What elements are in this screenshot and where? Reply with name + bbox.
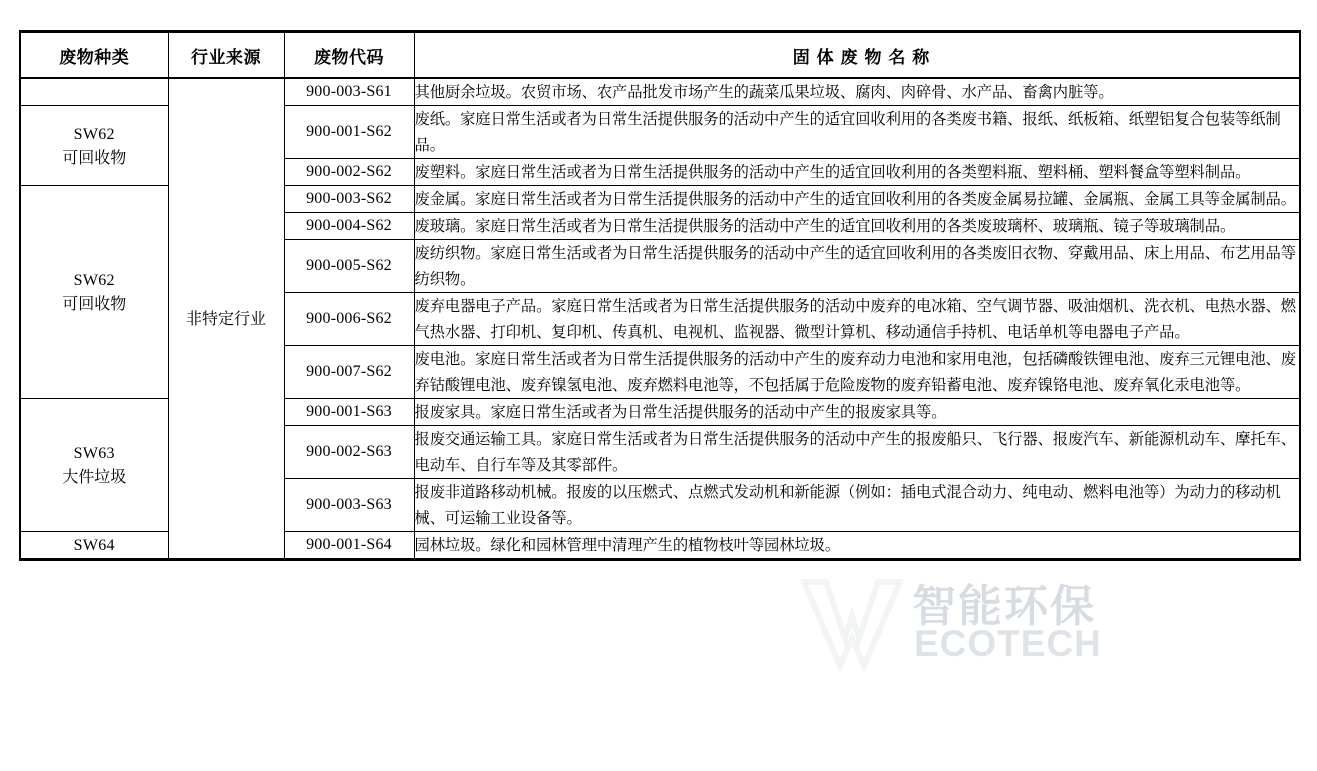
waste-code-cell: 900-001-S62 [284,106,414,159]
category-code: SW63 [73,445,115,462]
waste-code-cell: 900-004-S62 [284,213,414,240]
waste-name-cell: 废纺织物。家庭日常生活或者为日常生活提供服务的活动中产生的适宜回收利用的各类废旧衣物、穿戴用品、床上用品、布艺用品等纺织物。 [414,240,1300,293]
category-code: SW62 [73,272,115,289]
waste-name-cell: 废金属。家庭日常生活或者为日常生活提供服务的活动中产生的适宜回收利用的各类废金属易拉罐、金属瓶、金属工具等金属制品。 [414,186,1300,213]
category-cell-blank [20,78,168,106]
w-logo-icon [800,576,905,671]
waste-name-cell: 废纸。家庭日常生活或者为日常生活提供服务的活动中产生的适宜回收利用的各类废书籍、报纸、纸板箱、纸塑铝复合包装等纸制品。 [414,106,1300,159]
waste-table-container [19,30,1299,561]
waste-code-cell: 900-005-S62 [284,240,414,293]
waste-code-cell: 900-001-S63 [284,399,414,426]
category-label: 大件垃圾 [62,467,127,486]
waste-code-cell: 900-001-S64 [284,532,414,560]
category-cell-sw62-b [20,186,168,399]
waste-name-cell: 废弃电器电子产品。家庭日常生活或者为日常生活提供服务的活动中废弃的电冰箱、空气调节器、吸油烟机、洗衣机、电热水器、燃气热水器、打印机、复印机、传真机、电视机、监视器、微型计算机、移动通信手持机、电话单机等电器电子产品。 [414,293,1300,346]
category-cell-sw64 [20,532,168,560]
waste-name-cell: 园林垃圾。绿化和园林管理中清理产生的植物枝叶等园林垃圾。 [414,532,1300,560]
category-code: SW62 [73,125,115,143]
table-header-row [20,32,1300,79]
column-header-waste-code: 废物代码 [284,32,414,79]
column-header-industry-source: 行业来源 [168,32,284,79]
category-label: 可回收物 [62,147,127,167]
category-cell-sw63 [20,399,168,532]
waste-name-cell: 废电池。家庭日常生活或者为日常生活提供服务的活动中产生的废弃动力电池和家用电池，包括磷酸铁锂电池、废弃三元锂电池、废弃钴酸锂电池、废弃镍氢电池、废弃燃料电池等，不包括属于危险废物的废弃铅蓄电池、废弃镍铬电池、废弃氧化汞电池等。 [414,346,1300,399]
waste-code-cell: 900-002-S63 [284,426,414,479]
waste-classification-table [19,30,1301,561]
waste-name-cell: 废塑料。家庭日常生活或者为日常生活提供服务的活动中产生的适宜回收利用的各类塑料瓶、塑料桶、塑料餐盒等塑料制品。 [414,159,1300,186]
category-code: SW64 [73,536,115,554]
table-row [20,78,1300,106]
watermark-mark [800,568,1280,688]
column-header-waste-name: 固 体 废 物 名 称 [414,32,1300,79]
waste-code-cell: 900-002-S62 [284,159,414,186]
watermark-english-text: ECOTECH [914,623,1102,664]
waste-code-cell: 900-003-S61 [284,78,414,106]
watermark-chinese-text: 智能环保 [912,581,1096,632]
waste-name-cell: 报废非道路移动机械。报废的以压燃式、点燃式发动机和新能源（例如：插电式混合动力、纯电动、燃料电池等）为动力的移动机械、可运输工业设备等。 [414,479,1300,532]
waste-code-cell: 900-007-S62 [284,346,414,399]
category-label: 可回收物 [62,294,127,313]
waste-code-cell: 900-003-S62 [284,186,414,213]
waste-code-cell: 900-003-S63 [284,479,414,532]
waste-name-cell: 报废交通运输工具。家庭日常生活或者为日常生活提供服务的活动中产生的报废船只、飞行器、报废汽车、新能源机动车、摩托车、电动车、自行车等及其零部件。 [414,426,1300,479]
category-cell-sw62-a [20,106,168,186]
waste-name-cell: 废玻璃。家庭日常生活或者为日常生活提供服务的活动中产生的适宜回收利用的各类废玻璃杯、玻璃瓶、镜子等玻璃制品。 [414,213,1300,240]
column-header-waste-kind: 废物种类 [20,32,168,79]
waste-name-cell: 报废家具。家庭日常生活或者为日常生活提供服务的活动中产生的报废家具等。 [414,399,1300,426]
waste-code-cell: 900-006-S62 [284,293,414,346]
waste-name-cell: 其他厨余垃圾。农贸市场、农产品批发市场产生的蔬菜瓜果垃圾、腐肉、肉碎骨、水产品、畜禽内脏等。 [414,78,1300,106]
industry-source-cell: 非特定行业 [168,78,284,560]
